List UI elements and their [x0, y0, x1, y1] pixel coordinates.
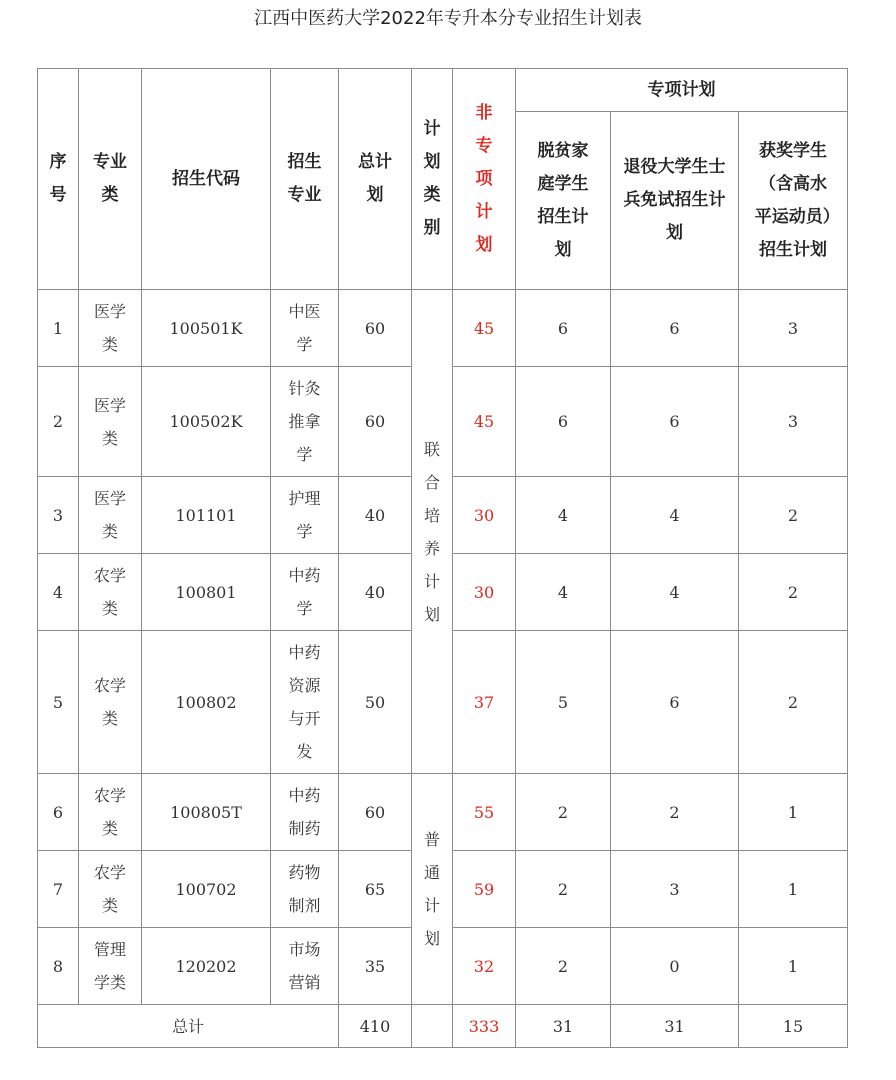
cell-veteran: 6: [611, 631, 739, 774]
cell-non-special: 32: [453, 928, 516, 1005]
cell-plan-type-regular: 普通计划: [412, 774, 453, 1005]
cell-code: 100702: [142, 851, 271, 928]
cell-poverty: 2: [516, 851, 611, 928]
cell-seq: 5: [38, 631, 79, 774]
cell-major: 中药学: [271, 554, 339, 631]
cell-seq: 1: [38, 290, 79, 367]
page-title: 江西中医药大学2022年专升本分专业招生计划表: [254, 8, 642, 29]
cell-seq: 8: [38, 928, 79, 1005]
cell-non-special: 59: [453, 851, 516, 928]
totals-poverty: 31: [516, 1005, 611, 1048]
cell-major: 市场营销: [271, 928, 339, 1005]
cell-award: 2: [739, 631, 848, 774]
header-special-group: 专项计划: [516, 69, 848, 112]
cell-total: 35: [339, 928, 412, 1005]
cell-category: 农学类: [79, 554, 142, 631]
cell-category: 农学类: [79, 851, 142, 928]
cell-seq: 2: [38, 367, 79, 477]
cell-veteran: 0: [611, 928, 739, 1005]
cell-category: 管理学类: [79, 928, 142, 1005]
cell-code: 120202: [142, 928, 271, 1005]
cell-total: 65: [339, 851, 412, 928]
cell-poverty: 2: [516, 928, 611, 1005]
cell-non-special: 30: [453, 477, 516, 554]
cell-plan-type-joint: 联合培养计划: [412, 290, 453, 774]
cell-non-special: 45: [453, 367, 516, 477]
cell-major: 护理学: [271, 477, 339, 554]
cell-total: 40: [339, 477, 412, 554]
cell-code: 100801: [142, 554, 271, 631]
totals-award: 15: [739, 1005, 848, 1048]
header-category: 专业类: [79, 69, 142, 290]
header-major: 招生专业: [271, 69, 339, 290]
cell-category: 医学类: [79, 367, 142, 477]
header-row-1: [38, 69, 848, 112]
cell-veteran: 4: [611, 477, 739, 554]
cell-code: 100502K: [142, 367, 271, 477]
cell-major: 中医学: [271, 290, 339, 367]
cell-code: 100501K: [142, 290, 271, 367]
cell-poverty: 6: [516, 367, 611, 477]
header-seq: 序号: [38, 69, 79, 290]
cell-poverty: 6: [516, 290, 611, 367]
cell-award: 2: [739, 477, 848, 554]
cell-total: 60: [339, 290, 412, 367]
cell-category: 农学类: [79, 774, 142, 851]
cell-non-special: 45: [453, 290, 516, 367]
cell-veteran: 2: [611, 774, 739, 851]
cell-veteran: 6: [611, 367, 739, 477]
totals-plan-type: [412, 1005, 453, 1048]
totals-non-special: 333: [453, 1005, 516, 1048]
cell-poverty: 4: [516, 554, 611, 631]
cell-poverty: 5: [516, 631, 611, 774]
cell-award: 1: [739, 851, 848, 928]
cell-veteran: 3: [611, 851, 739, 928]
header-plan-type: 计划类别: [412, 69, 453, 290]
cell-major: 中药制药: [271, 774, 339, 851]
cell-veteran: 6: [611, 290, 739, 367]
cell-seq: 7: [38, 851, 79, 928]
header-code: 招生代码: [142, 69, 271, 290]
cell-code: 101101: [142, 477, 271, 554]
table-row: [38, 290, 848, 367]
totals-row: [38, 1005, 848, 1048]
cell-seq: 4: [38, 554, 79, 631]
cell-seq: 6: [38, 774, 79, 851]
totals-total: 410: [339, 1005, 412, 1048]
cell-poverty: 4: [516, 477, 611, 554]
cell-category: 医学类: [79, 290, 142, 367]
cell-major: 药物制剂: [271, 851, 339, 928]
cell-award: 1: [739, 774, 848, 851]
cell-seq: 3: [38, 477, 79, 554]
cell-non-special: 55: [453, 774, 516, 851]
cell-category: 农学类: [79, 631, 142, 774]
totals-veteran: 31: [611, 1005, 739, 1048]
cell-poverty: 2: [516, 774, 611, 851]
cell-award: 3: [739, 290, 848, 367]
header-veteran: 退役大学生士兵免试招生计划: [611, 112, 739, 290]
cell-award: 1: [739, 928, 848, 1005]
cell-major: 针灸推拿学: [271, 367, 339, 477]
cell-award: 2: [739, 554, 848, 631]
table-row: [38, 774, 848, 851]
header-poverty: 脱贫家庭学生招生计划: [516, 112, 611, 290]
header-non-special: 非专项计划: [453, 69, 516, 290]
cell-total: 60: [339, 774, 412, 851]
cell-code: 100805T: [142, 774, 271, 851]
header-total: 总计划: [339, 69, 412, 290]
cell-major: 中药资源与开发: [271, 631, 339, 774]
header-award: 获奖学生（含高水平运动员）招生计划: [739, 112, 848, 290]
cell-award: 3: [739, 367, 848, 477]
cell-non-special: 30: [453, 554, 516, 631]
cell-total: 50: [339, 631, 412, 774]
cell-total: 40: [339, 554, 412, 631]
cell-total: 60: [339, 367, 412, 477]
totals-label: 总计: [38, 1005, 339, 1048]
cell-veteran: 4: [611, 554, 739, 631]
cell-category: 医学类: [79, 477, 142, 554]
cell-non-special: 37: [453, 631, 516, 774]
enrollment-plan-table: [37, 68, 848, 1048]
cell-code: 100802: [142, 631, 271, 774]
